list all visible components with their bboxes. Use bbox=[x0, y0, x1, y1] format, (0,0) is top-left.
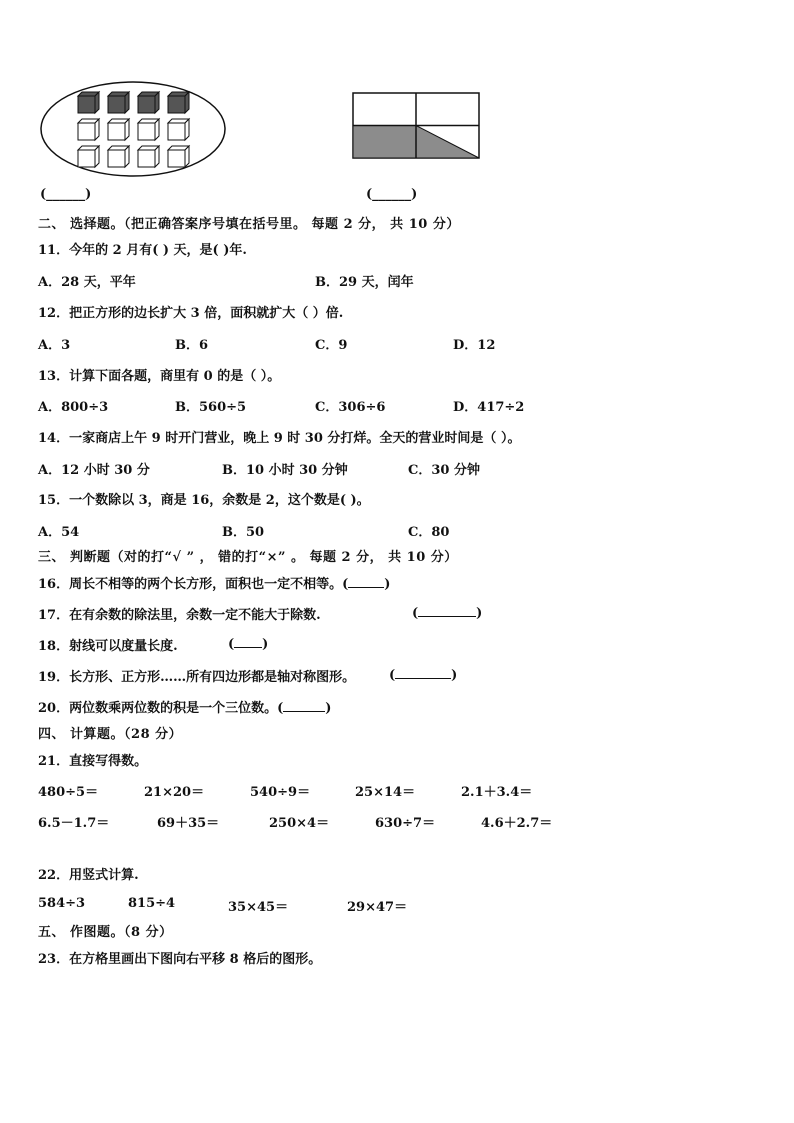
question-22: 22．用竖式计算. bbox=[38, 868, 139, 883]
calc-10[interactable]: 4.6＋2.7＝ bbox=[481, 816, 553, 831]
q18-answer-blank[interactable] bbox=[234, 635, 262, 648]
q20-answer-blank[interactable] bbox=[283, 699, 325, 712]
cube-icon bbox=[78, 146, 99, 167]
calc-6[interactable]: 6.5－1.7＝ bbox=[38, 816, 110, 831]
q17-answer[interactable] bbox=[412, 604, 482, 621]
q17-text: 17．在有余数的除法里，余数一定不能大于除数. bbox=[38, 608, 321, 623]
q19-text: 19．长方形、正方形……所有四边形都是轴对称图形。 bbox=[38, 670, 356, 685]
q19-close: ) bbox=[451, 668, 458, 683]
cube-icon bbox=[78, 119, 99, 140]
q16-answer-blank[interactable] bbox=[348, 575, 384, 588]
q14-option-a[interactable]: A．12 小时 30 分 bbox=[38, 463, 150, 478]
q18-text: 18．射线可以度量长度. bbox=[38, 639, 178, 654]
shaded-cube-icon bbox=[78, 92, 99, 113]
figure-right-answer[interactable]: (______) bbox=[366, 187, 418, 202]
section-3-title: 三、 判断题（对的打“√ ” ， 错的打“×” 。 每题 2 分， 共 10 分） bbox=[38, 550, 458, 565]
q18-open: ( bbox=[228, 637, 235, 652]
calc-7[interactable]: 69＋35＝ bbox=[157, 816, 220, 831]
shaded-cube-icon bbox=[168, 92, 189, 113]
question-23: 23．在方格里画出下图向右平移 8 格后的图形。 bbox=[38, 952, 322, 967]
question-12: 12．把正方形的边长扩大 3 倍，面积就扩大（ ）倍. bbox=[38, 306, 344, 321]
section-5-title: 五、 作图题。（8 分） bbox=[38, 925, 173, 940]
q16-text: 16．周长不相等的两个长方形，面积也一定不相等。( bbox=[38, 577, 349, 592]
calc-4[interactable]: 25×14＝ bbox=[355, 785, 416, 800]
question-18 bbox=[38, 635, 178, 654]
q18-close: ) bbox=[262, 637, 269, 652]
calc-8[interactable]: 250×4＝ bbox=[269, 816, 330, 831]
question-13: 13．计算下面各题，商里有 0 的是（ ）。 bbox=[38, 369, 281, 384]
question-19 bbox=[38, 666, 355, 685]
q17-open: ( bbox=[412, 606, 419, 621]
vertical-calc-4[interactable]: 29×47＝ bbox=[347, 900, 408, 915]
cube-icon bbox=[138, 119, 159, 140]
cube-icon bbox=[108, 119, 129, 140]
vertical-calc-2[interactable]: 815÷4 bbox=[128, 896, 176, 911]
question-16 bbox=[38, 573, 390, 592]
question-11: 11．今年的 2 月有( ) 天，是( )年. bbox=[38, 243, 247, 258]
q12-option-c[interactable]: C．9 bbox=[315, 338, 348, 353]
q18-answer[interactable] bbox=[228, 635, 268, 652]
fraction-rectangle-figure bbox=[350, 90, 482, 162]
q13-option-b[interactable]: B．560÷5 bbox=[175, 400, 247, 415]
q13-option-a[interactable]: A．800÷3 bbox=[38, 400, 109, 415]
q16-close: ) bbox=[384, 577, 391, 592]
q12-option-a[interactable]: A．3 bbox=[38, 338, 71, 353]
q13-option-d[interactable]: D．417÷2 bbox=[453, 400, 525, 415]
q15-option-a[interactable]: A．54 bbox=[38, 525, 80, 540]
q20-close: ) bbox=[325, 701, 332, 716]
section-2-title: 二、 选择题。（把正确答案序号填在括号里。 每题 2 分， 共 10 分） bbox=[38, 217, 460, 232]
shaded-cube-icon bbox=[138, 92, 159, 113]
q19-answer-blank[interactable] bbox=[395, 666, 451, 679]
q12-option-b[interactable]: B．6 bbox=[175, 338, 209, 353]
figure-left-answer[interactable]: (______) bbox=[40, 187, 92, 202]
question-21: 21．直接写得数。 bbox=[38, 754, 148, 769]
calc-2[interactable]: 21×20＝ bbox=[144, 785, 205, 800]
question-20 bbox=[38, 697, 331, 716]
cube-icon bbox=[108, 146, 129, 167]
cube-icon bbox=[138, 146, 159, 167]
cube-icon bbox=[168, 119, 189, 140]
section-4-title: 四、 计算题。（28 分） bbox=[38, 727, 183, 742]
cube-icon bbox=[168, 146, 189, 167]
question-14: 14．一家商店上午 9 时开门营业，晚上 9 时 30 分打烊。全天的营业时间是（ ）。 bbox=[38, 431, 521, 446]
q11-option-a[interactable]: A．28 天，平年 bbox=[38, 275, 136, 290]
q15-option-b[interactable]: B．50 bbox=[222, 525, 265, 540]
q17-answer-blank[interactable] bbox=[418, 604, 476, 617]
shaded-cube-icon bbox=[108, 92, 129, 113]
q20-text: 20．两位数乘两位数的积是一个三位数。( bbox=[38, 701, 284, 716]
question-15: 15．一个数除以 3，商是 16，余数是 2，这个数是( )。 bbox=[38, 493, 370, 508]
q14-option-b[interactable]: B．10 小时 30 分钟 bbox=[222, 463, 348, 478]
q19-open: ( bbox=[389, 668, 396, 683]
q14-option-c[interactable]: C．30 分钟 bbox=[408, 463, 480, 478]
q15-option-c[interactable]: C．80 bbox=[408, 525, 450, 540]
calc-9[interactable]: 630÷7＝ bbox=[375, 816, 436, 831]
q17-close: ) bbox=[476, 606, 483, 621]
calc-5[interactable]: 2.1＋3.4＝ bbox=[461, 785, 533, 800]
question-17 bbox=[38, 604, 321, 623]
q11-option-b[interactable]: B．29 天，闰年 bbox=[315, 275, 414, 290]
vertical-calc-1[interactable]: 584÷3 bbox=[38, 896, 86, 911]
cube-group-figure bbox=[38, 80, 228, 180]
vertical-calc-3[interactable]: 35×45＝ bbox=[228, 900, 289, 915]
q12-option-d[interactable]: D．12 bbox=[453, 338, 496, 353]
q13-option-c[interactable]: C．306÷6 bbox=[315, 400, 386, 415]
calc-3[interactable]: 540÷9＝ bbox=[250, 785, 311, 800]
calc-1[interactable]: 480÷5＝ bbox=[38, 785, 99, 800]
q19-answer[interactable] bbox=[389, 666, 457, 683]
